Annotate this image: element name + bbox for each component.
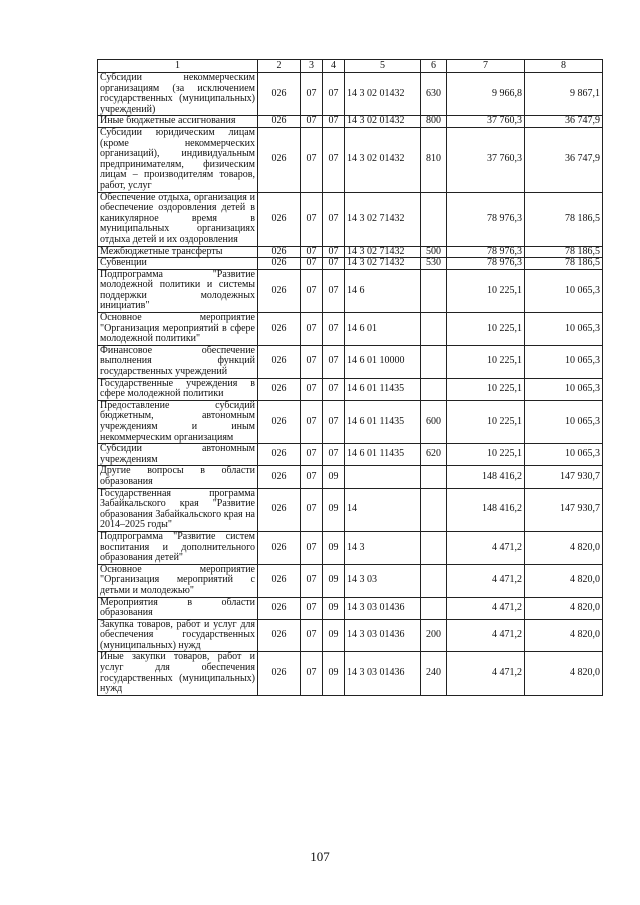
table-row xyxy=(98,313,603,346)
subsection-code: 09 xyxy=(323,652,345,695)
item-name: Субсидии юридическим лицам (кроме некоммерческих организаций), индивидуальным предпринимателям, физическим лицам – производителям товаров, работ, услуг xyxy=(98,127,258,192)
table-row xyxy=(98,246,603,258)
table-row xyxy=(98,444,603,466)
subsection-code: 09 xyxy=(323,564,345,597)
item-name: Обеспечение отдыха, организация и обеспечение оздоровления детей в каникулярное время в муниципальных организациях отдыха детей и их оздоровления xyxy=(98,192,258,246)
table-row xyxy=(98,564,603,597)
subsection-code: 07 xyxy=(323,444,345,466)
target-article: 14 3 02 01432 xyxy=(345,73,421,116)
section-code: 07 xyxy=(301,192,323,246)
amount-col-8: 147 930,7 xyxy=(525,466,603,488)
expense-type xyxy=(421,378,447,400)
amount-col-7: 10 225,1 xyxy=(447,378,525,400)
item-name: Иные бюджетные ассигнования xyxy=(98,116,258,128)
expense-type: 630 xyxy=(421,73,447,116)
amount-col-8: 4 820,0 xyxy=(525,564,603,597)
header-cell-5: 5 xyxy=(345,60,421,73)
ministry-code: 026 xyxy=(258,313,301,346)
header-cell-2: 2 xyxy=(258,60,301,73)
subsection-code: 07 xyxy=(323,127,345,192)
expense-type: 620 xyxy=(421,444,447,466)
amount-col-8: 10 065,3 xyxy=(525,313,603,346)
section-code: 07 xyxy=(301,127,323,192)
ministry-code: 026 xyxy=(258,258,301,270)
ministry-code: 026 xyxy=(258,269,301,312)
target-article: 14 3 02 71432 xyxy=(345,246,421,258)
amount-col-8: 4 820,0 xyxy=(525,597,603,619)
expense-type: 200 xyxy=(421,619,447,652)
target-article: 14 3 02 71432 xyxy=(345,258,421,270)
section-code: 07 xyxy=(301,378,323,400)
expense-type: 800 xyxy=(421,116,447,128)
ministry-code: 026 xyxy=(258,444,301,466)
table-row xyxy=(98,192,603,246)
amount-col-8: 9 867,1 xyxy=(525,73,603,116)
header-cell-1: 1 xyxy=(98,60,258,73)
table-row xyxy=(98,378,603,400)
amount-col-7: 4 471,2 xyxy=(447,564,525,597)
table-row xyxy=(98,400,603,443)
section-code: 07 xyxy=(301,488,323,531)
section-code: 07 xyxy=(301,246,323,258)
amount-col-7: 78 976,3 xyxy=(447,246,525,258)
amount-col-7: 10 225,1 xyxy=(447,345,525,378)
subsection-code: 09 xyxy=(323,619,345,652)
budget-table xyxy=(97,59,603,696)
section-code: 07 xyxy=(301,116,323,128)
table-row xyxy=(98,73,603,116)
subsection-code: 07 xyxy=(323,73,345,116)
item-name: Другие вопросы в области образования xyxy=(98,466,258,488)
subsection-code: 07 xyxy=(323,246,345,258)
ministry-code: 026 xyxy=(258,127,301,192)
header-row xyxy=(98,60,603,73)
expense-type: 500 xyxy=(421,246,447,258)
target-article: 14 3 03 xyxy=(345,564,421,597)
ministry-code: 026 xyxy=(258,192,301,246)
ministry-code: 026 xyxy=(258,378,301,400)
amount-col-8: 78 186,5 xyxy=(525,192,603,246)
table-body xyxy=(98,60,603,696)
item-name: Предоставление субсидий бюджетным, автономным учреждениям и иным некоммерческим организациям xyxy=(98,400,258,443)
item-name: Субсидии автономным учреждениям xyxy=(98,444,258,466)
ministry-code: 026 xyxy=(258,531,301,564)
section-code: 07 xyxy=(301,619,323,652)
ministry-code: 026 xyxy=(258,488,301,531)
subsection-code: 09 xyxy=(323,597,345,619)
table-row xyxy=(98,345,603,378)
subsection-code: 09 xyxy=(323,466,345,488)
table-row xyxy=(98,488,603,531)
section-code: 07 xyxy=(301,345,323,378)
amount-col-8: 10 065,3 xyxy=(525,444,603,466)
table-row xyxy=(98,652,603,695)
amount-col-8: 10 065,3 xyxy=(525,378,603,400)
table-row xyxy=(98,619,603,652)
ministry-code: 026 xyxy=(258,652,301,695)
amount-col-8: 78 186,5 xyxy=(525,258,603,270)
ministry-code: 026 xyxy=(258,246,301,258)
target-article: 14 6 01 xyxy=(345,313,421,346)
ministry-code: 026 xyxy=(258,116,301,128)
ministry-code: 026 xyxy=(258,400,301,443)
target-article: 14 6 01 10000 xyxy=(345,345,421,378)
subsection-code: 07 xyxy=(323,269,345,312)
target-article: 14 6 01 11435 xyxy=(345,444,421,466)
subsection-code: 07 xyxy=(323,192,345,246)
section-code: 07 xyxy=(301,466,323,488)
expense-type xyxy=(421,531,447,564)
section-code: 07 xyxy=(301,597,323,619)
header-cell-6: 6 xyxy=(421,60,447,73)
section-code: 07 xyxy=(301,400,323,443)
subsection-code: 09 xyxy=(323,531,345,564)
table-row xyxy=(98,269,603,312)
item-name: Межбюджетные трансферты xyxy=(98,246,258,258)
item-name: Подпрограмма "Развитие систем воспитания и дополнительного образования детей" xyxy=(98,531,258,564)
subsection-code: 09 xyxy=(323,488,345,531)
item-name: Закупка товаров, работ и услуг для обеспечения государственных (муниципальных) нужд xyxy=(98,619,258,652)
amount-col-8: 4 820,0 xyxy=(525,531,603,564)
target-article: 14 6 01 11435 xyxy=(345,400,421,443)
amount-col-8: 147 930,7 xyxy=(525,488,603,531)
item-name: Финансовое обеспечение выполнения функций государственных учреждений xyxy=(98,345,258,378)
item-name: Основное мероприятие "Организация мероприятий с детьми и молодежью" xyxy=(98,564,258,597)
target-article: 14 6 xyxy=(345,269,421,312)
ministry-code: 026 xyxy=(258,345,301,378)
page-number: 107 xyxy=(310,849,330,864)
ministry-code: 026 xyxy=(258,619,301,652)
expense-type xyxy=(421,597,447,619)
header-cell-4: 4 xyxy=(323,60,345,73)
section-code: 07 xyxy=(301,564,323,597)
expense-type xyxy=(421,564,447,597)
amount-col-7: 4 471,2 xyxy=(447,619,525,652)
amount-col-7: 4 471,2 xyxy=(447,531,525,564)
amount-col-8: 78 186,5 xyxy=(525,246,603,258)
table-row xyxy=(98,127,603,192)
target-article: 14 3 xyxy=(345,531,421,564)
amount-col-7: 10 225,1 xyxy=(447,269,525,312)
header-cell-3: 3 xyxy=(301,60,323,73)
expense-type: 530 xyxy=(421,258,447,270)
subsection-code: 07 xyxy=(323,345,345,378)
target-article: 14 3 02 01432 xyxy=(345,127,421,192)
item-name: Государственные учреждения в сфере молодежной политики xyxy=(98,378,258,400)
subsection-code: 07 xyxy=(323,116,345,128)
table-row xyxy=(98,531,603,564)
section-code: 07 xyxy=(301,269,323,312)
amount-col-8: 10 065,3 xyxy=(525,345,603,378)
header-cell-8: 8 xyxy=(525,60,603,73)
amount-col-7: 148 416,2 xyxy=(447,466,525,488)
expense-type: 240 xyxy=(421,652,447,695)
expense-type xyxy=(421,345,447,378)
section-code: 07 xyxy=(301,313,323,346)
amount-col-7: 10 225,1 xyxy=(447,313,525,346)
subsection-code: 07 xyxy=(323,258,345,270)
amount-col-7: 4 471,2 xyxy=(447,597,525,619)
target-article: 14 3 02 71432 xyxy=(345,192,421,246)
item-name: Государственная программа Забайкальского края "Развитие образования Забайкальского края на 2014–2025 годы" xyxy=(98,488,258,531)
amount-col-7: 78 976,3 xyxy=(447,258,525,270)
expense-type: 810 xyxy=(421,127,447,192)
target-article: 14 3 03 01436 xyxy=(345,619,421,652)
amount-col-7: 78 976,3 xyxy=(447,192,525,246)
amount-col-7: 10 225,1 xyxy=(447,444,525,466)
subsection-code: 07 xyxy=(323,313,345,346)
amount-col-7: 37 760,3 xyxy=(447,116,525,128)
amount-col-7: 10 225,1 xyxy=(447,400,525,443)
item-name: Субвенции xyxy=(98,258,258,270)
ministry-code: 026 xyxy=(258,564,301,597)
item-name: Иные закупки товаров, работ и услуг для обеспечения государственных (муниципальных) нужд xyxy=(98,652,258,695)
amount-col-7: 9 966,8 xyxy=(447,73,525,116)
ministry-code: 026 xyxy=(258,466,301,488)
expense-type: 600 xyxy=(421,400,447,443)
table-row xyxy=(98,466,603,488)
amount-col-8: 36 747,9 xyxy=(525,116,603,128)
table-row xyxy=(98,258,603,270)
expense-type xyxy=(421,192,447,246)
subsection-code: 07 xyxy=(323,400,345,443)
expense-type xyxy=(421,313,447,346)
header-cell-7: 7 xyxy=(447,60,525,73)
amount-col-7: 148 416,2 xyxy=(447,488,525,531)
table-row xyxy=(98,116,603,128)
target-article: 14 3 03 01436 xyxy=(345,597,421,619)
item-name: Субсидии некоммерческим организациям (за исключением государственных (муниципальных) учреждений) xyxy=(98,73,258,116)
expense-type xyxy=(421,466,447,488)
section-code: 07 xyxy=(301,73,323,116)
amount-col-8: 10 065,3 xyxy=(525,400,603,443)
target-article: 14 xyxy=(345,488,421,531)
amount-col-7: 37 760,3 xyxy=(447,127,525,192)
subsection-code: 07 xyxy=(323,378,345,400)
section-code: 07 xyxy=(301,258,323,270)
table-row xyxy=(98,597,603,619)
target-article: 14 6 01 11435 xyxy=(345,378,421,400)
target-article: 14 3 03 01436 xyxy=(345,652,421,695)
item-name: Подпрограмма "Развитие молодежной политики и системы поддержки молодежных инициатив" xyxy=(98,269,258,312)
expense-type xyxy=(421,488,447,531)
amount-col-8: 4 820,0 xyxy=(525,619,603,652)
amount-col-7: 4 471,2 xyxy=(447,652,525,695)
amount-col-8: 36 747,9 xyxy=(525,127,603,192)
amount-col-8: 4 820,0 xyxy=(525,652,603,695)
target-article xyxy=(345,466,421,488)
amount-col-8: 10 065,3 xyxy=(525,269,603,312)
item-name: Мероприятия в области образования xyxy=(98,597,258,619)
section-code: 07 xyxy=(301,531,323,564)
ministry-code: 026 xyxy=(258,597,301,619)
expense-type xyxy=(421,269,447,312)
target-article: 14 3 02 01432 xyxy=(345,116,421,128)
section-code: 07 xyxy=(301,444,323,466)
item-name: Основное мероприятие "Организация мероприятий в сфере молодежной политики" xyxy=(98,313,258,346)
section-code: 07 xyxy=(301,652,323,695)
ministry-code: 026 xyxy=(258,73,301,116)
